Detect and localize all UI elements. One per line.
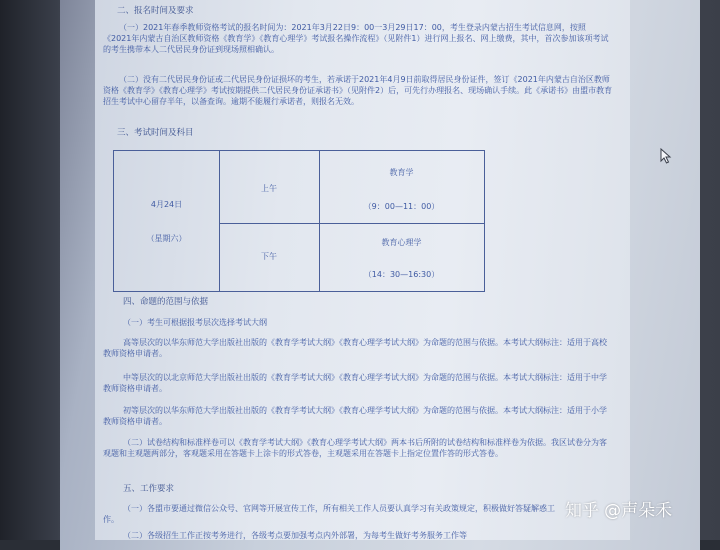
section4-heading: 四、命题的范围与依据	[123, 297, 209, 307]
section5-heading: 五、工作要求	[123, 484, 175, 494]
section4-sub1: （一）考生可根据报考层次选择考试大纲	[123, 318, 267, 327]
zhihu-watermark	[565, 496, 672, 521]
section4-sub2: （二）试卷结构和标准样卷可以《教育学考试大纲》《教育心理学考试大纲》两本书后所附的试卷结构和标准样卷为依据。我区试卷分为客观题和主观题两部分，客观题采用在答题卡上涂卡的形式答卷，主观题采用在答题卡上指定位置作答的形式答卷。	[103, 438, 607, 458]
afternoon-label: 下午	[261, 252, 277, 261]
afternoon-time: （14：30—16:30）	[363, 270, 440, 279]
section4-paragraph-mid: 中等层次的以北京师范大学出版社出版的《教育学考试大纲》《教育心理学考试大纲》为命题的范围与依据。本考试大纲标注：适用于中学教师资格申请者。	[103, 373, 607, 393]
exam-schedule-table	[113, 150, 485, 292]
morning-subject: 教育学	[389, 168, 414, 177]
section2-paragraph-2: （二）没有二代居民身份证或二代居民身份证损坏的考生，若承诺于2021年4月9日前取得居民身份证件，签订《2021年内蒙古自治区教师资格《教育学》《教育心理学》考试按期提供二代居民身份证承诺书》（见附件2）后，可先行办理报名、现场确认手续。此《承诺书》由盟市教育招生考试中心留存半年，以备查询。逾期不能履行承诺者，则报名无效。	[103, 75, 613, 106]
section2-paragraph-1: （一）2021年春季教师资格考试的报名时间为：2021年3月22日9：00一3月29日17：00，考生登录内蒙古招生考试信息网，按照《2021年内蒙古自治区教师资格《教育学》《教育心理学》考试报名操作流程》（见附件1）进行网上报名、网上缴费，其中，首次参加该项考试的考生携带本人二代居民身份证到现场照相确认。	[103, 23, 609, 54]
document-page	[95, 0, 630, 540]
morning-label: 上午	[261, 184, 277, 193]
section4-paragraph-high: 高等层次的以华东师范大学出版社出版的《教育学考试大纲》《教育心理学考试大纲》为命题的范围与依据。本考试大纲标注：适用于高校教师资格申请者。	[103, 338, 607, 358]
mouse-cursor-icon	[660, 148, 672, 164]
afternoon-subject: 教育心理学	[381, 238, 422, 247]
section5-paragraph-2: （二）各级招生工作正按考务进行，各级考点要加强考点内外部署，为每考生做好考务服务工作等	[123, 531, 467, 540]
exam-date: 4月24日	[150, 200, 183, 209]
exam-weekday: （星期六）	[146, 234, 187, 243]
author-handle: @声朵禾	[604, 501, 673, 521]
section2-heading: 二、报名时间及要求	[117, 6, 194, 16]
section3-heading: 三、考试时间及科目	[117, 128, 194, 138]
morning-time: （9：00—11：00）	[363, 202, 440, 211]
zhihu-logo: 知乎	[565, 501, 599, 521]
section4-paragraph-low: 初等层次的以华东师范大学出版社出版的《教育学考试大纲》《教育心理学考试大纲》为命题的范围与依据。本考试大纲标注：适用于小学教师资格申请者。	[103, 406, 607, 426]
section5-paragraph-1: （一）各盟市要通过微信公众号、官网等开展宣传工作，所有相关工作人员要认真学习有关政策规定，积极做好答疑解惑工作。	[103, 504, 555, 524]
